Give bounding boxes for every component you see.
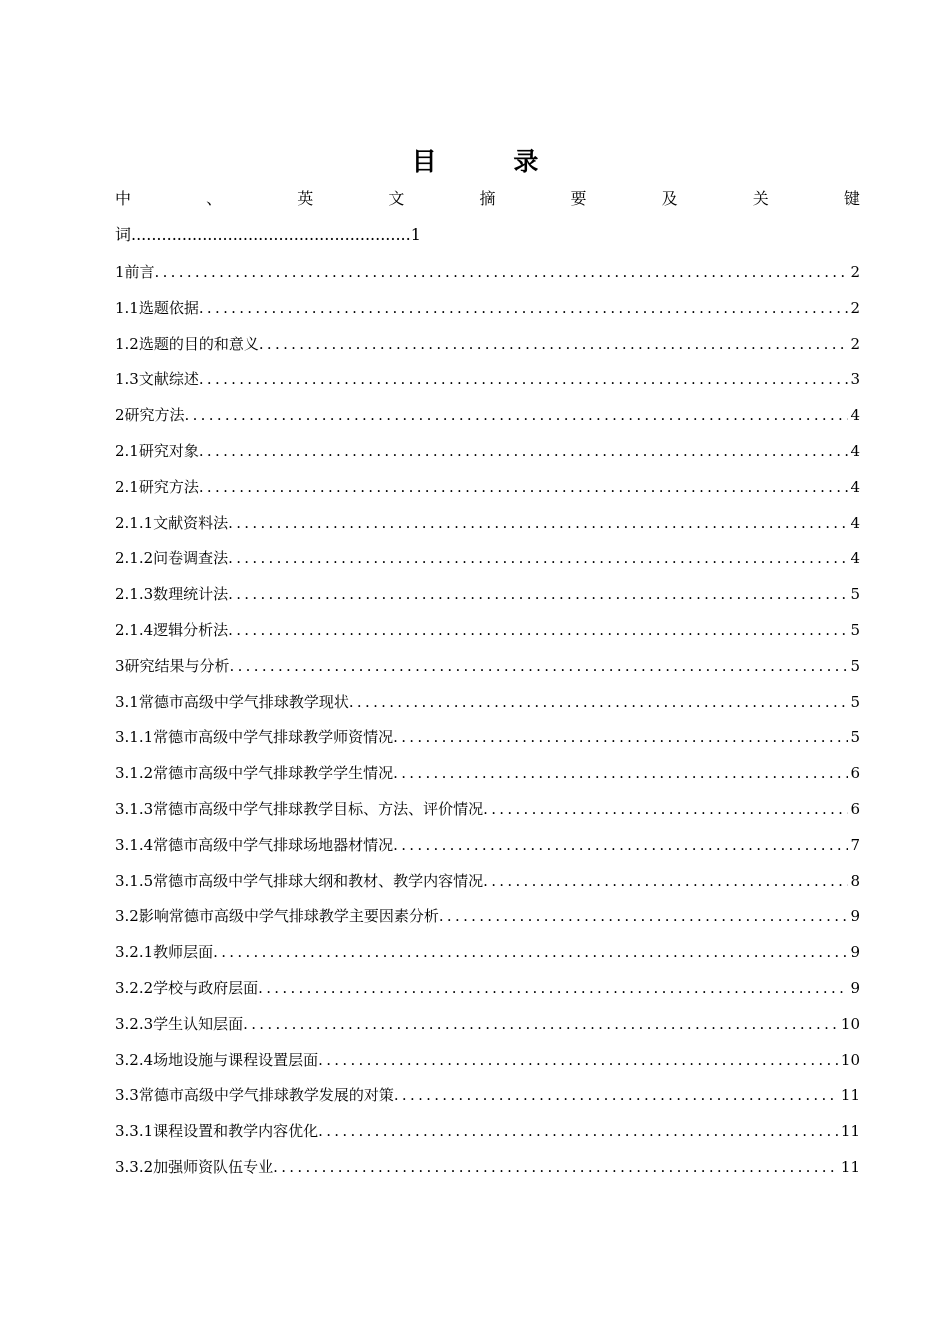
toc-leader-dots xyxy=(318,1117,839,1145)
toc-entry-page-number: 11 xyxy=(840,1122,860,1141)
toc-entry[interactable] xyxy=(115,401,860,437)
toc-entry-title: 3.1.1常德市高级中学气排球教学师资情况 xyxy=(115,728,394,747)
toc-entry-title: 1.1选题依据 xyxy=(115,298,199,317)
toc-entry-title: 3.3.2加强师资队伍专业 xyxy=(115,1157,274,1176)
toc-entry-page-number: 8 xyxy=(850,871,860,890)
toc-leader-dots xyxy=(318,1046,839,1074)
toc-leader-dots xyxy=(228,580,848,608)
toc-entry-page-number: 5 xyxy=(850,585,860,604)
toc-entry-page-number: 4 xyxy=(850,441,860,460)
toc-entry-page-number: 2 xyxy=(850,263,860,281)
toc-entry-page-number: 7 xyxy=(850,835,860,854)
toc-char: 要 xyxy=(570,189,587,208)
toc-leader-dots xyxy=(213,938,848,966)
toc-entry-title: 2.1研究方法 xyxy=(115,477,199,496)
toc-leader-dots xyxy=(393,759,848,787)
toc-entry-page-number: 5 xyxy=(850,656,860,675)
toc-entry[interactable] xyxy=(115,294,860,330)
toc-entry-title: 1.2选题的目的和意义 xyxy=(115,334,259,353)
toc-leader-dots xyxy=(243,1010,839,1038)
toc-leader-dots xyxy=(199,365,849,393)
toc-entry[interactable] xyxy=(115,580,860,616)
toc-leader-dots xyxy=(199,437,849,465)
toc-entry-title: 2.1.4逻辑分析法 xyxy=(115,620,229,639)
toc-entry-title: 3研究结果与分析 xyxy=(115,656,230,675)
toc-entry-page-number: 5 xyxy=(850,620,860,639)
toc-entry[interactable] xyxy=(115,330,860,366)
toc-entry[interactable] xyxy=(115,938,860,974)
toc-entry-page-number: 2 xyxy=(850,334,860,353)
toc-char: 关 xyxy=(752,189,769,208)
toc-entry[interactable] xyxy=(115,1153,860,1189)
toc-entry[interactable] xyxy=(115,795,860,831)
toc-entry-page-number: 10 xyxy=(840,1050,860,1069)
toc-leader-dots xyxy=(258,974,848,1002)
toc-entry-page-number: 11 xyxy=(840,1157,860,1176)
toc-leader-dots xyxy=(185,401,849,429)
toc-entry-page-number: 9 xyxy=(850,978,860,997)
toc-entry-title: 2.1.2问卷调查法 xyxy=(115,549,229,568)
toc-entry-title: 3.2.3学生认知层面 xyxy=(115,1014,244,1033)
toc-entry[interactable] xyxy=(115,688,860,724)
toc-leader-dots xyxy=(273,1153,839,1181)
toc-entry-page-number: 6 xyxy=(850,764,860,783)
toc-entry-page-number: 9 xyxy=(850,943,860,962)
toc-char: 及 xyxy=(661,189,678,208)
toc-leader-dots xyxy=(155,258,849,286)
toc-entry[interactable] xyxy=(115,723,860,759)
toc-char: 摘 xyxy=(479,189,496,208)
toc-char: 、 xyxy=(206,189,223,208)
toc-entry[interactable] xyxy=(115,759,860,795)
toc-entry-title: 3.3.1课程设置和教学内容优化 xyxy=(115,1122,319,1141)
toc-entry-page-number: 6 xyxy=(850,799,860,818)
toc-list xyxy=(115,258,860,1189)
toc-leader-dots xyxy=(199,473,849,501)
toc-entry[interactable] xyxy=(115,258,860,294)
toc-entry[interactable] xyxy=(115,544,860,580)
toc-entry-title: 1前言 xyxy=(115,263,155,281)
toc-entry-title: 3.1.4常德市高级中学气排球场地器材情况 xyxy=(115,835,394,854)
toc-entry-page-number: 2 xyxy=(850,298,860,317)
toc-leader-dots xyxy=(483,795,848,823)
toc-leader-dots xyxy=(439,902,849,930)
toc-entry-page-number: 5 xyxy=(850,692,860,711)
toc-entry-page-number: 9 xyxy=(850,907,860,926)
toc-leader-dots xyxy=(228,509,848,537)
toc-entry-abstract[interactable] xyxy=(115,185,860,249)
toc-char: 中 xyxy=(115,189,132,208)
toc-char: 键 xyxy=(843,189,860,208)
toc-entry-title: 1.3文献综述 xyxy=(115,370,199,389)
toc-entry-title: 3.2.4场地设施与课程设置层面 xyxy=(115,1050,319,1069)
toc-entry-title: 3.1.5常德市高级中学气排球大纲和教材、教学内容情况 xyxy=(115,871,484,890)
toc-entry-page-number: 3 xyxy=(850,370,860,389)
toc-entry[interactable] xyxy=(115,437,860,473)
toc-leader-dots xyxy=(349,688,849,716)
toc-entry-title: 2.1.3数理统计法 xyxy=(115,585,229,604)
toc-entry[interactable] xyxy=(115,616,860,652)
toc-leader-dots xyxy=(393,723,848,751)
toc-entry-title: 2.1.1文献资料法 xyxy=(115,513,229,532)
toc-leader-dots xyxy=(394,1081,839,1109)
toc-entry-page-number: 4 xyxy=(850,406,860,425)
toc-entry[interactable] xyxy=(115,867,860,903)
toc-char: 英 xyxy=(297,189,314,208)
toc-entry-title: 2研究方法 xyxy=(115,406,185,425)
toc-leader-dots xyxy=(228,616,848,644)
toc-char: 文 xyxy=(388,189,405,208)
toc-entry-title: 3.1.3常德市高级中学气排球教学目标、方法、评价情况 xyxy=(115,799,484,818)
toc-entry-page-number: 5 xyxy=(850,728,860,747)
toc-entry[interactable] xyxy=(115,365,860,401)
toc-entry[interactable] xyxy=(115,509,860,545)
toc-entry-title: 3.3常德市高级中学气排球教学发展的对策 xyxy=(115,1086,394,1105)
toc-entry-abstract-line2: 词.......................................................1 xyxy=(115,225,421,244)
toc-title: 目 录 xyxy=(411,147,573,176)
toc-entry[interactable] xyxy=(115,902,860,938)
toc-leader-dots xyxy=(230,652,849,680)
toc-entry-page-number: 4 xyxy=(850,477,860,496)
toc-entry[interactable] xyxy=(115,1081,860,1117)
toc-entry[interactable] xyxy=(115,1010,860,1046)
toc-entry-abstract-line1 xyxy=(115,185,860,213)
toc-leader-dots xyxy=(199,294,849,322)
toc-entry-title: 3.2.2学校与政府层面 xyxy=(115,978,259,997)
toc-entry-page-number: 4 xyxy=(850,513,860,532)
toc-leader-dots xyxy=(483,867,848,895)
toc-entry[interactable] xyxy=(115,473,860,509)
toc-entry-title: 3.1常德市高级中学气排球教学现状 xyxy=(115,692,349,711)
toc-leader-dots xyxy=(228,544,848,572)
toc-entry[interactable] xyxy=(115,974,860,1010)
toc-entry[interactable] xyxy=(115,652,860,688)
toc-leader-dots xyxy=(393,831,848,859)
toc-entry-title: 3.2影响常德市高级中学气排球教学主要因素分析 xyxy=(115,907,439,926)
toc-entry-page-number: 10 xyxy=(840,1014,860,1033)
toc-entry-page-number: 11 xyxy=(840,1086,860,1105)
toc-entry[interactable] xyxy=(115,831,860,867)
toc-entry-title: 3.2.1教师层面 xyxy=(115,943,214,962)
toc-entry-title: 2.1研究对象 xyxy=(115,441,199,460)
toc-entry[interactable] xyxy=(115,1046,860,1082)
toc-leader-dots xyxy=(259,330,849,358)
toc-entry[interactable] xyxy=(115,1117,860,1153)
toc-entry-page-number: 4 xyxy=(850,549,860,568)
toc-entry-title: 3.1.2常德市高级中学气排球教学学生情况 xyxy=(115,764,394,783)
